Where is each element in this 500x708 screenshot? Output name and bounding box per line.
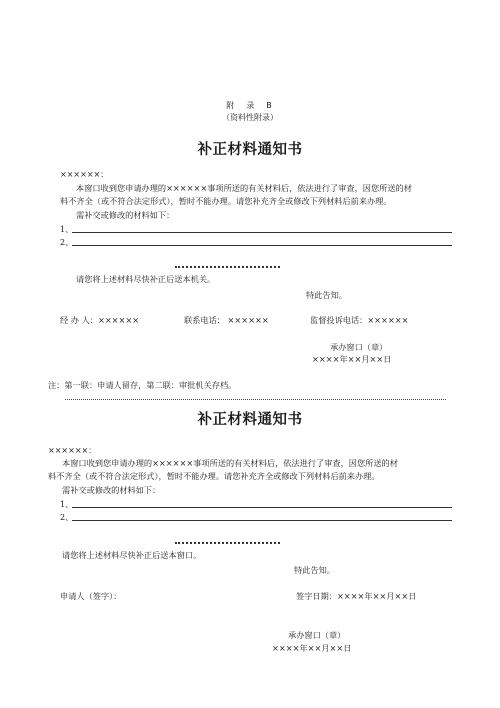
form2-items-intro: 需补交或修改的材料如下： [62,485,161,495]
form1-paragraph-line1: 本窗口收到您申请办理的××××××事项所送的有关材料后，依法进行了审查，因您所送的材 [76,183,412,193]
form1-paragraph-line2: 料不齐全（或不符合法定形式），暂时不能办理。请您补充齐全或修改下列材料后前来办理。 [60,196,392,206]
form1-addressee: ××××××： [60,170,109,179]
form1-note: 注：第一联：申请人留存，第二联：审批机关存档。 [48,380,237,390]
form1-item1-line [72,232,452,233]
form1-date: ××××年××月××日 [312,354,392,364]
form2-paragraph-line2: 料不齐全（或不符合法定形式），暂时不能办理。请您补充齐全或修改下列材料后前来办理。 [48,471,380,481]
form2-applicant-signature: 申请人（签字）： [60,591,122,601]
form2-item2-label: 2、 [60,513,74,522]
appendix-subtitle: （资料性附录） [222,113,278,122]
form1-phone: 联系电话： ×××××× [184,315,269,325]
form1-title: 补正材料通知书 [197,142,303,158]
form2-item2-line [72,520,452,521]
form2-date: ××××年××月××日 [272,643,352,653]
form2-sign-date: 签字日期：××××年××月××日 [296,591,417,601]
form1-dotted-separator [175,266,280,268]
form2-dotted-separator [175,542,280,544]
form2-item1-line [72,507,452,508]
form1-request: 请您将上述材料尽快补正后送本机关。 [76,274,216,284]
form1-item1-label: 1、 [60,225,74,234]
form1-window-seal: 承办窗口（章） [330,342,388,352]
form2-window-seal: 承办窗口（章） [288,630,346,640]
form1-supervise-phone: 监督投诉电话：×××××× [310,315,409,325]
form2-request: 请您将上述材料尽快补正后送本窗口。 [62,550,202,560]
form1-item2-line [72,245,452,246]
appendix-label: 附 录 B [226,101,274,110]
form2-title: 补正材料通知书 [197,412,303,428]
form1-handler: 经 办 人：×××××× [60,315,140,325]
form1-item2-label: 2、 [60,238,74,247]
form2-addressee: ××××××： [48,446,97,455]
form2-paragraph-line1: 本窗口收到您申请办理的××××××事项所送的有关材料后，依法进行了审查，因您所送的材 [62,458,398,468]
form2-item1-label: 1、 [60,500,74,509]
form1-notice: 特此告知。 [306,290,347,300]
form2-notice: 特此告知。 [294,565,335,575]
cut-line [65,399,446,400]
form1-items-intro: 需补交或修改的材料如下： [76,210,175,220]
